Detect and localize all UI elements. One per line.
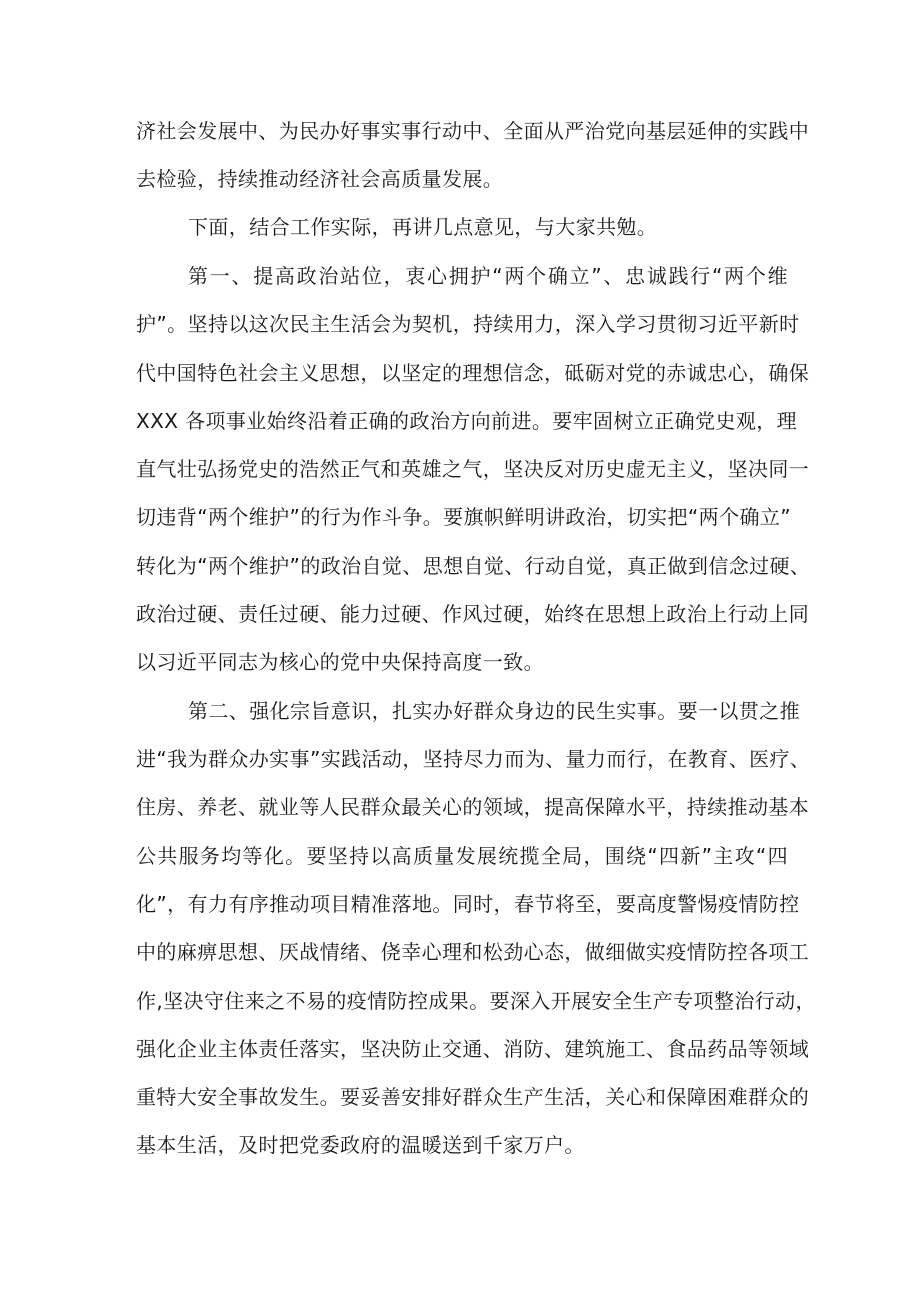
- paragraph-first-line: 第二、强化宗旨意识，扎实办好群众身边的民生实事。要一以贯之推: [188, 699, 800, 723]
- paragraph-first-line: 第一、提高政治站位，衷心拥护“两个确立”、忠诚践行“两个维: [188, 264, 788, 288]
- text-line: 去检验，持续推动经济社会高质量发展。: [136, 167, 504, 191]
- text-line: 转化为“两个维护”的政治自觉、思想自觉、行动自觉，真正做到信念过硬、: [136, 554, 811, 578]
- text-line: 政治过硬、责任过硬、能力过硬、作风过硬，始终在思想上政治上行动上同: [136, 602, 810, 626]
- text-line: 直气壮弘扬党史的浩然正气和英雄之气，坚决反对历史虚无主义，坚决同一: [136, 457, 810, 481]
- text-line: 进“我为群众办实事”实践活动，坚持尽力而为、量力而行，在教育、医疗、: [136, 747, 811, 771]
- text-line: 化”，有力有序推动项目精准落地。同时，春节将至，要高度警惕疫情防控: [136, 892, 800, 916]
- text-line: 代中国特色社会主义思想，以坚定的理想信念，砥砺对党的赤诚忠心，确保: [136, 361, 810, 385]
- text-line: 作,坚决守住来之不易的疫情防控成果。要深入开展安全生产专项整治行动，: [136, 989, 816, 1013]
- text-line: 基本生活，及时把党委政府的温暖送到千家万户。: [136, 1133, 585, 1157]
- text-line: 住房、养老、就业等人民群众最关心的领域，提高保障水平，持续推动基本: [136, 795, 810, 819]
- paragraph-first-line: 下面，结合工作实际，再讲几点意见，与大家共勉。: [188, 215, 658, 239]
- text-line: 强化企业主体责任落实，坚决防止交通、消防、建筑施工、食品药品等领域: [136, 1037, 810, 1061]
- text-line: 重特大安全事故发生。要妥善安排好群众生产生活，关心和保障困难群众的: [136, 1085, 810, 1109]
- text-line: 中的麻痹思想、厌战情绪、侥幸心理和松劲心态，做细做实疫情防控各项工: [136, 940, 810, 964]
- text-line: 济社会发展中、为民办好事实事行动中、全面从严治党向基层延伸的实践中: [136, 119, 810, 143]
- text-line: 以习近平同志为核心的党中央保持高度一致。: [136, 650, 544, 674]
- text-line: 公共服务均等化。要坚持以高质量发展统揽全局，围绕“四新”主攻“四: [136, 844, 788, 868]
- text-line: 护”。坚持以这次民主生活会为契机，持续用力，深入学习贯彻习近平新时: [136, 312, 800, 336]
- text-line: 切违背“两个维护”的行为作斗争。要旗帜鲜明讲政治，切实把“两个确立”: [136, 505, 792, 529]
- text-line: XXX 各项事业始终沿着正确的政治方向前进。要牢固树立正确党史观，理: [136, 409, 798, 433]
